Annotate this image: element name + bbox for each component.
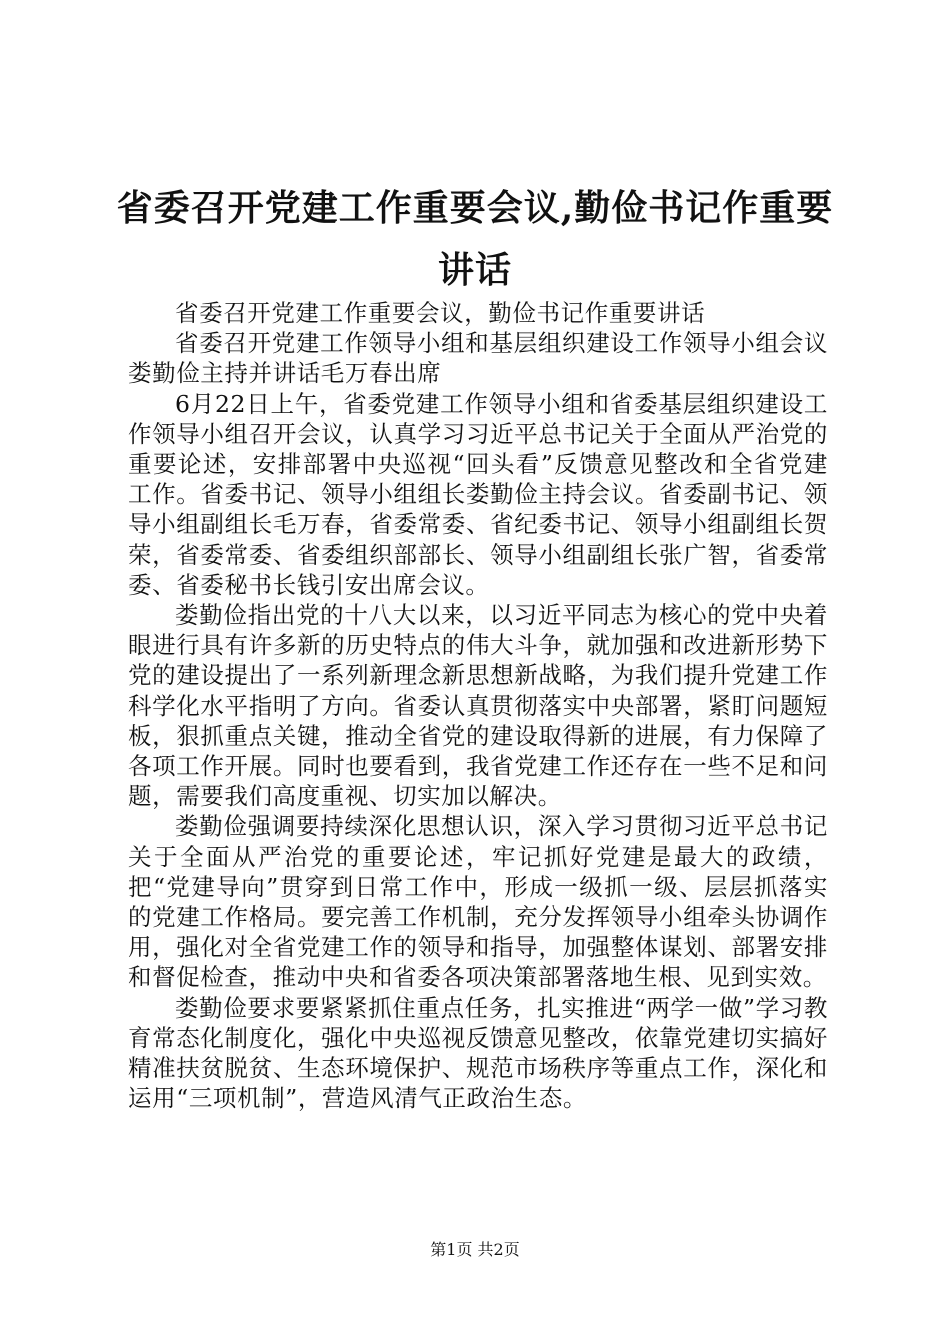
paragraph: 娄勤俭强调要持续深化思想认识，深入学习贯彻习近平总书记关于全面从严治党的重要论述，牢记抓好党建是最大的政绩，把“党建导向”贯穿到日常工作中，形成一级抓一级、层层抓落实的党建工作格局。要完善工作机制，充分发挥领导小组牵头协调作用，强化对全省党建工作的领导和指导，加强整体谋划、部署安排和督促检查，推动中央和省委各项决策部署落地生根、见到实效。: [128, 812, 828, 992]
document-title-line-2: 讲话: [437, 249, 512, 291]
document-title-line-1: 省委召开党建工作重要会议,勤俭书记作重要: [116, 187, 834, 229]
paragraph: 娄勤俭要求要紧紧抓住重点任务，扎实推进“两学一做”学习教育常态化制度化，强化中央巡视反馈意见整改，依靠党建切实搞好精准扶贫脱贫、生态环境保护、规范市场秩序等重点工作，深化和运用“三项机制”，营造风清气正政治生态。: [128, 993, 828, 1113]
page-footer: 第1页 共2页: [430, 1240, 520, 1259]
paragraph: 娄勤俭指出党的十八大以来，以习近平同志为核心的党中央着眼进行具有许多新的历史特点的伟大斗争，就加强和改进新形势下党的建设提出了一系列新理念新思想新战略，为我们提升党建工作科学化水平指明了方向。省委认真贯彻落实中央部署，紧盯问题短板，狠抓重点关键，推动全省党的建设取得新的进展，有力保障了各项工作开展。同时也要看到，我省党建工作还存在一些不足和问题，需要我们高度重视、切实加以解决。: [128, 601, 828, 811]
document-body: [128, 298, 828, 1113]
paragraph: 6月22日上午，省委党建工作领导小组和省委基层组织建设工作领导小组召开会议，认真学习习近平总书记关于全面从严治党的重要论述，安排部署中央巡视“回头看”反馈意见整改和全省党建工作。省委书记、领导小组组长娄勤俭主持会议。省委副书记、领导小组副组长毛万春，省委常委、省纪委书记、领导小组副组长贺荣，省委常委、省委组织部部长、领导小组副组长张广智，省委常委、省委秘书长钱引安出席会议。: [128, 389, 828, 599]
paragraph-headline: 省委召开党建工作领导小组和基层组织建设工作领导小组会议娄勤俭主持并讲话毛万春出席: [128, 329, 828, 388]
paragraph-subtitle: 省委召开党建工作重要会议，勤俭书记作重要讲话: [175, 299, 706, 327]
